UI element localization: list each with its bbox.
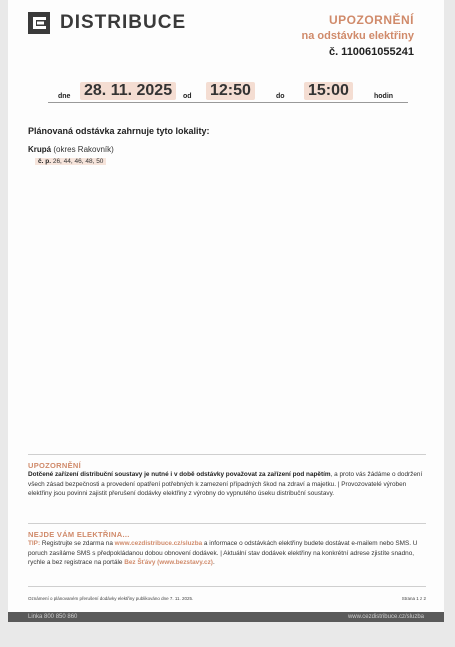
brand-name: DISTRIBUCE	[60, 12, 187, 33]
notice-number: č. 110061055241	[328, 46, 414, 58]
numbers-prefix: č. p.	[38, 158, 52, 165]
warning-text	[28, 470, 426, 499]
tip-section	[28, 530, 426, 568]
warning-section	[28, 461, 426, 499]
divider	[28, 586, 426, 587]
from-prefix: od	[183, 93, 192, 100]
outage-date: 28. 11. 2025	[80, 82, 176, 100]
date-prefix: dne	[58, 93, 71, 100]
hotline: Linka 800 850 860	[28, 614, 78, 620]
location-numbers	[35, 158, 106, 165]
location-district: (okres Rakovník)	[53, 145, 114, 154]
outage-schedule	[48, 82, 408, 103]
strip-link[interactable]: www.cezdistribuce.cz/sluzba	[347, 614, 424, 620]
notice-page	[8, 0, 444, 622]
contact-strip	[8, 612, 444, 622]
divider	[28, 523, 426, 524]
page-footer	[28, 596, 426, 601]
page-number: Strana 1 z 2	[401, 596, 426, 601]
tip-text-2: a informace o odstávkách elektřiny budete dostávat e-mailem nebo SMS. U poruch zasíláme SMS s předpokládanou dobou obnovení dodávek. | Aktuální stav dodávek elektřiny na konkrétní adrese zjistíte snadno, rychle a bez registrace na portále	[28, 540, 418, 566]
warning-bold: Dotčené zařízení distribuční soustavy je nutné i v době odstávky považovat za zařízení pod napětím	[28, 471, 331, 478]
tip-label: TIP:	[28, 540, 41, 547]
location-name	[28, 145, 114, 154]
hours-suffix: hodin	[374, 93, 394, 100]
locations-title: Plánovaná odstávka zahrnuje tyto lokality:	[28, 126, 210, 136]
time-to: 15:00	[304, 82, 353, 100]
tip-heading: NEJDE VÁM ELEKTŘINA...	[28, 530, 130, 539]
tip-text	[28, 539, 426, 568]
warning-body: , a proto vás žádáme o dodržení všech zásad bezpečnosti a provedení opatření potřebných k zamezení případných škod na zdraví a majetku. | Provozovatelé výroben elektřiny jsou povinni zajistit přerušení dodávky elektřiny z výrobny do vypnutého úseku distribuční soustavy.	[28, 471, 423, 497]
cez-logo-icon	[28, 12, 50, 34]
published-note: Oznámení o plánovaném přerušení dodávky elektřiny publikováno dne 7. 11. 2025.	[28, 596, 194, 601]
notice-subtitle: na odstávku elektřiny	[301, 30, 414, 42]
notice-title: UPOZORNĚNÍ	[328, 13, 414, 27]
notice-header	[302, 12, 415, 60]
service-link[interactable]: www.cezdistribuce.cz/sluzba	[114, 540, 203, 547]
tip-text-3: .	[212, 559, 215, 566]
tip-text-1: Registrujte se zdarma na	[40, 540, 115, 547]
time-from: 12:50	[206, 82, 255, 100]
brand-logo	[28, 12, 186, 34]
house-numbers: 26, 44, 46, 48, 50	[52, 158, 104, 165]
location-place: Krupá	[28, 145, 52, 154]
to-prefix: do	[276, 93, 285, 100]
divider	[28, 454, 426, 455]
bezstavy-link[interactable]: Bez Šťávy (www.bezstavy.cz)	[124, 559, 213, 566]
warning-heading: UPOZORNĚNÍ	[28, 461, 82, 470]
